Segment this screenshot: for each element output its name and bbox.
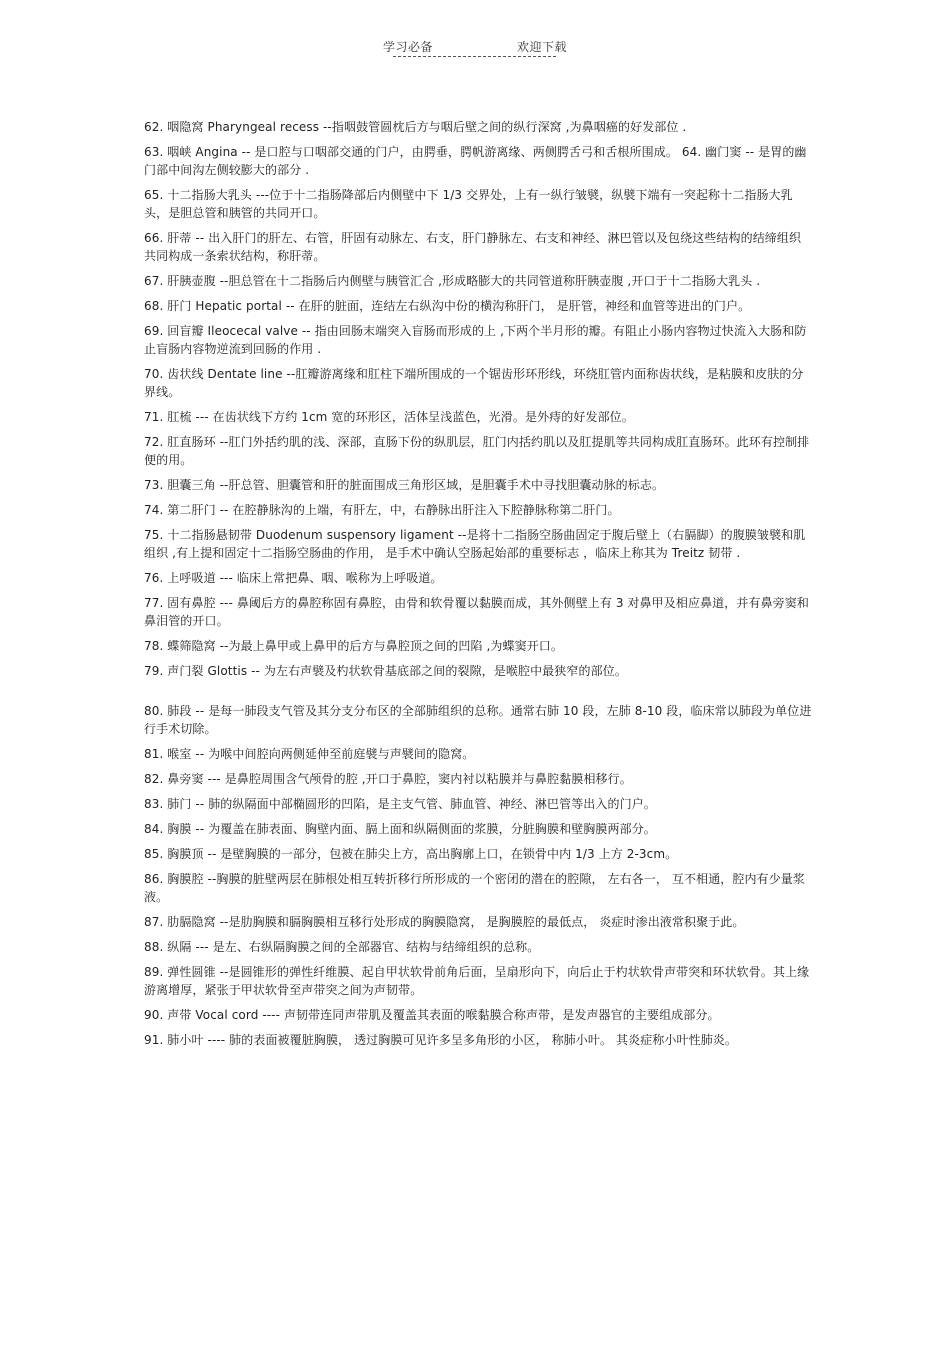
header-left-text: 学习必备: [382, 40, 433, 54]
page-header: [0, 38, 950, 55]
entry-65: 65. 十二指肠大乳头 ---位于十二指肠降部后内侧壁中下 1/3 交界处，上有一纵行皱襞，纵襞下端有一突起称十二指肠大乳头，是胆总管和胰管的共同开口。: [144, 188, 793, 220]
entry-75: 75. 十二指肠悬韧带 Duodenum suspensory ligament --是将十二指肠空肠曲固定于腹后壁上（右膈脚）的腹膜皱襞和肌组织 ,有上提和固定十二指肠空肠曲的作用， 是手术中确认空肠起始部的重要标志 ，临床上称其为 Treitz 韧带 .: [144, 528, 806, 560]
entry-79: 79. 声门裂 Glottis -- 为左右声襞及杓状软骨基底部之间的裂隙，是喉腔中最狭窄的部位。: [144, 664, 627, 678]
entry-91: 91. 肺小叶 ---- 肺的表面被覆脏胸膜， 透过胸膜可见许多呈多角形的小区， 称肺小叶。 其炎症称小叶性肺炎。: [144, 1033, 737, 1047]
entry-81: 81. 喉室 -- 为喉中间腔向两侧延伸至前庭襞与声襞间的隐窝。: [144, 747, 475, 761]
entry-90: 90. 声带 Vocal cord ---- 声韧带连同声带肌及覆盖其表面的喉黏膜合称声带，是发声器官的主要组成部分。: [144, 1008, 720, 1022]
glossary-entries: [144, 118, 812, 1056]
entry-83: 83. 肺门 -- 肺的纵隔面中部椭圆形的凹陷，是主支气管、肺血管、神经、淋巴管等出入的门户。: [144, 797, 656, 811]
entry-84: 84. 胸膜 -- 为覆盖在肺表面、胸壁内面、膈上面和纵隔侧面的浆膜，分脏胸膜和壁胸膜两部分。: [144, 822, 656, 836]
entry-62: 62. 咽隐窝 Pharyngeal recess --指咽鼓管圆枕后方与咽后壁之间的纵行深窝 ,为鼻咽癌的好发部位 .: [144, 120, 687, 134]
entry-82: 82. 鼻旁窦 --- 是鼻腔周围含气颅骨的腔 ,开口于鼻腔，窦内衬以粘膜并与鼻腔黏膜相移行。: [144, 772, 632, 786]
entry-68: 68. 肝门 Hepatic portal -- 在肝的脏面，连结左右纵沟中份的横沟称肝门， 是肝管，神经和血管等进出的门户。: [144, 299, 751, 313]
entry-72: 72. 肛直肠环 --肛门外括约肌的浅、深部，直肠下份的纵肌层，肛门内括约肌以及肛提肌等共同构成肛直肠环。此环有控制排便的用。: [144, 435, 810, 467]
entry-78: 78. 蝶筛隐窝 --为最上鼻甲或上鼻甲的后方与鼻腔顶之间的凹陷 ,为蝶窦开口。: [144, 639, 564, 653]
header-dashed-rule: [393, 56, 556, 57]
entry-86: 86. 胸膜腔 --胸膜的脏壁两层在肺根处相互转折移行所形成的一个密闭的潜在的腔隙， 左右各一， 互不相通，腔内有少量浆液。: [144, 872, 806, 904]
entry-87: 87. 肋膈隐窝 --是肋胸膜和膈胸膜相互移行处形成的胸膜隐窝， 是胸膜腔的最低点， 炎症时渗出液常积聚于此。: [144, 915, 745, 929]
entry-76: 76. 上呼吸道 --- 临床上常把鼻、咽、喉称为上呼吸道。: [144, 571, 443, 585]
entry-80: 80. 肺段 -- 是每一肺段支气管及其分支分布区的全部肺组织的总称。通常右肺 10 段，左肺 8-10 段，临床常以肺段为单位进行手术切除。: [144, 704, 812, 736]
entry-66: 66. 肝蒂 -- 出入肝门的肝左、右管，肝固有动脉左、右支，肝门静脉左、右支和神经、淋巴管以及包绕这些结构的结缔组织共同构成一条索状结构，称肝蒂。: [144, 231, 802, 263]
header-right-text: 欢迎下载: [517, 40, 568, 54]
entry-71: 71. 肛梳 --- 在齿状线下方约 1cm 宽的环形区，活体呈浅蓝色，光滑。是外痔的好发部位。: [144, 410, 634, 424]
entry-67: 67. 肝胰壶腹 --胆总管在十二指肠后内侧壁与胰管汇合 ,形成略膨大的共同管道称肝胰壶腹 ,开口于十二指肠大乳头 .: [144, 274, 761, 288]
entry-73: 73. 胆囊三角 --肝总管、胆囊管和肝的脏面围成三角形区域，是胆囊手术中寻找胆囊动脉的标志。: [144, 478, 665, 492]
entry-63-64: 63. 咽峡 Angina -- 是口腔与口咽部交通的门户，由腭垂，腭帆游离缘、两侧腭舌弓和舌根所围成。 64. 幽门窦 -- 是胃的幽门部中间沟左侧较膨大的部分 .: [144, 145, 807, 177]
entry-88: 88. 纵隔 --- 是左、右纵隔胸膜之间的全部器官、结构与结缔组织的总称。: [144, 940, 540, 954]
entry-89: 89. 弹性圆锥 --是圆锥形的弹性纤维膜、起自甲状软骨前角后面，呈扇形向下，向后止于杓状软骨声带突和环状软骨。其上缘游离增厚，紧张于甲状软骨至声带突之间为声韧带。: [144, 965, 810, 997]
entry-70: 70. 齿状线 Dentate line --肛瓣游离缘和肛柱下端所围成的一个锯齿形环形线，环绕肛管内面称齿状线，是粘膜和皮肤的分界线。: [144, 367, 804, 399]
entry-85: 85. 胸膜顶 -- 是壁胸膜的一部分，包被在肺尖上方，高出胸廓上口，在锁骨中内 1/3 上方 2-3cm。: [144, 847, 678, 861]
entry-69: 69. 回盲瓣 Ileocecal valve -- 指由回肠末端突入盲肠而形成的上 ,下两个半月形的瓣。有阻止小肠内容物过快流入大肠和防止盲肠内容物逆流到回肠的作用 .: [144, 324, 807, 356]
entry-74: 74. 第二肝门 -- 在腔静脉沟的上端，有肝左，中，右静脉出肝注入下腔静脉称第二肝门。: [144, 503, 620, 517]
entry-77: 77. 固有鼻腔 --- 鼻阈后方的鼻腔称固有鼻腔，由骨和软骨覆以黏膜而成，其外侧壁上有 3 对鼻甲及相应鼻道，并有鼻旁窦和鼻泪管的开口。: [144, 596, 809, 628]
